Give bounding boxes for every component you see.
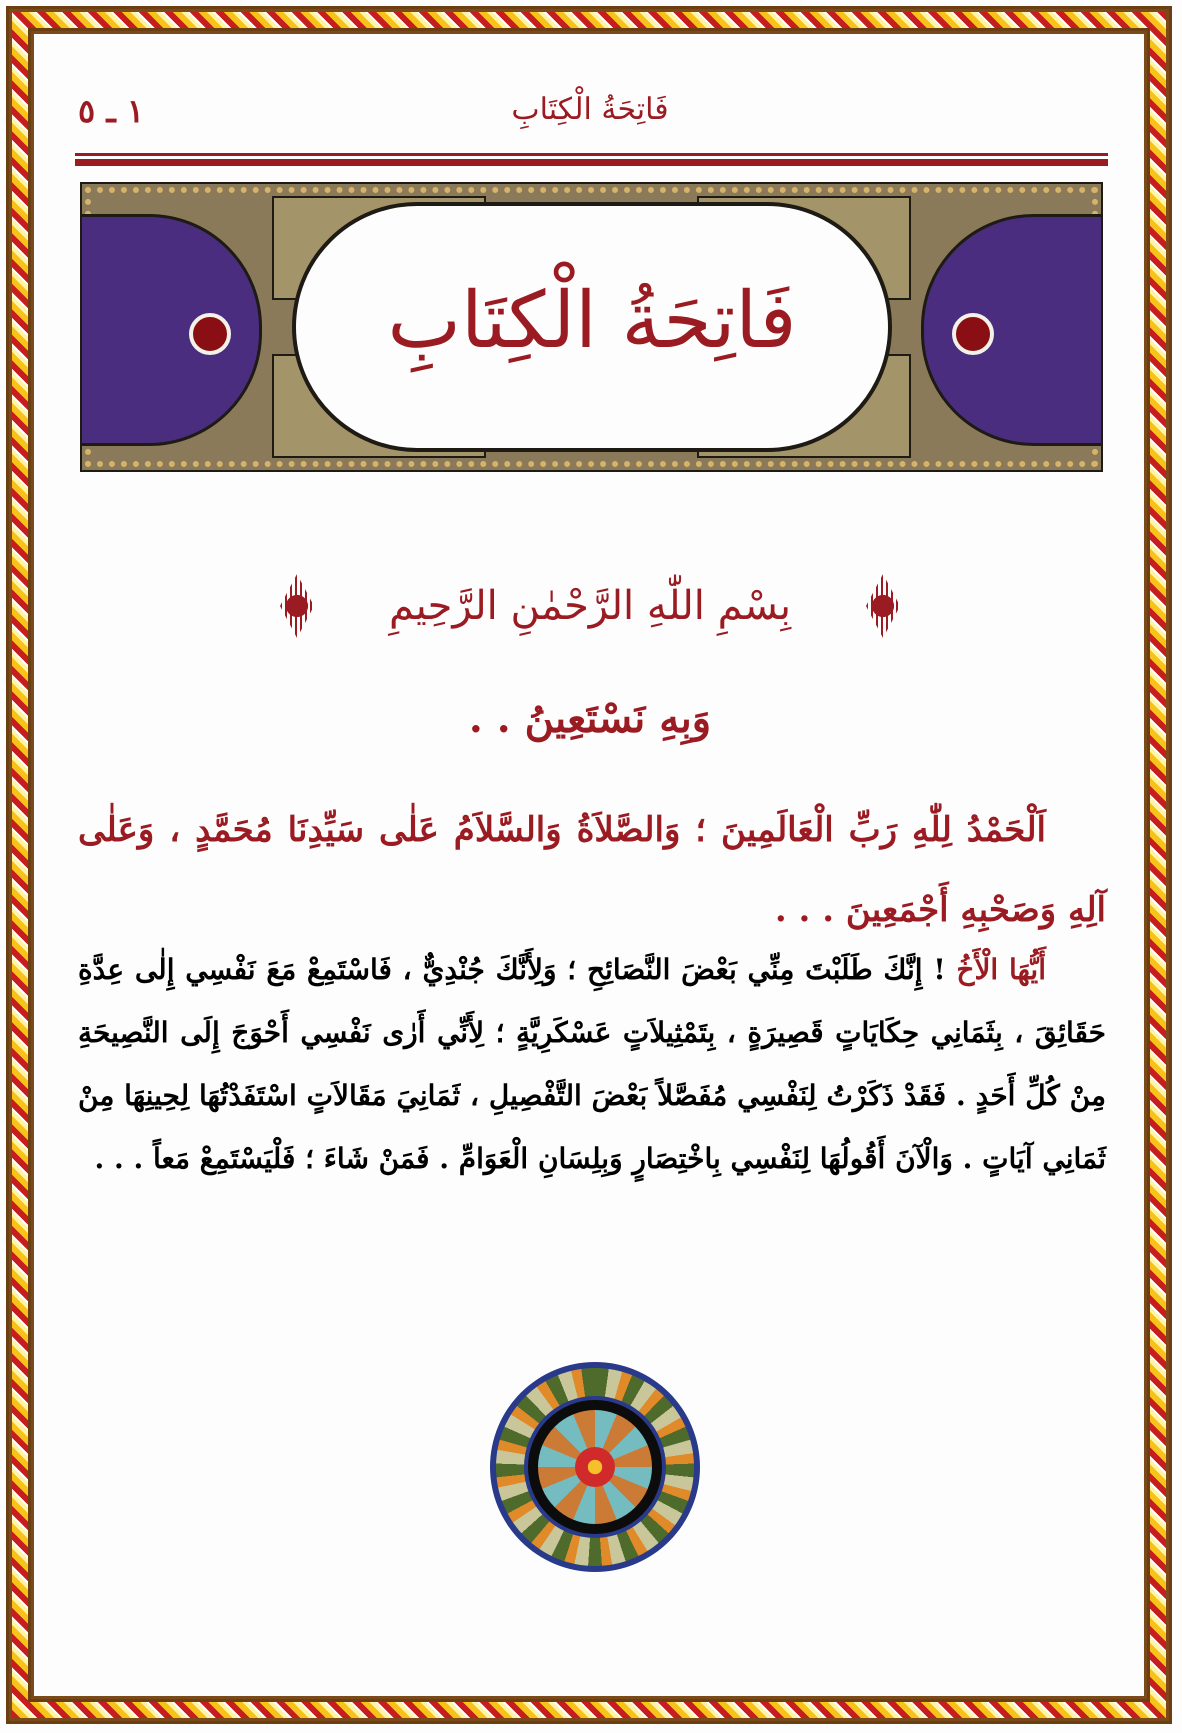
header-rule-thin	[75, 153, 1108, 156]
header-rule-thick	[75, 159, 1108, 166]
intro-text: اَلْحَمْدُ لِلّٰهِ رَبِّ الْعَالَمِينَ ؛ وَالصَّلاَةُ وَالسَّلاَمُ عَلٰى سَيِّدِنَا مُحَمَّدٍ ، وَعَلٰى آلِهِ وَصَحْبِهِ أَجْمَعِينَ . . .	[78, 810, 1106, 930]
body-paragraph	[78, 938, 1106, 1190]
body-text: ! إِنَّكَ طَلَبْتَ مِنِّي بَعْضَ النَّصَائِحِ ؛ وَلِأَنَّكَ جُنْدِيٌّ ، فَاسْتَمِعْ مَعَ نَفْسِي إِلٰى عِدَّةِ حَقَائِقَ ، بِثَمَانِي حِكَايَاتٍ قَصِيرَةٍ ، بِتَمْثِيلاَتٍ عَسْكَرِيَّةٍ ؛ لِأَنِّي أَرٰى نَفْسِي أَحْوَجَ إِلَى النَّصِيحَةِ مِنْ كُلِّ أَحَدٍ . فَقَدْ ذَكَرْتُ لِنَفْسِي مُفَصَّلاً بَعْضَ التَّفْصِيلِ ، ثَمَانِيَ مَقَالاَتٍ اسْتَفَدْتُهَا لِحِينِهَا مِنْ ثَمَانِي آيَاتٍ . وَالْآنَ أَقُولُهَا لِنَفْسِي بِاخْتِصَارٍ وَبِلِسَانِ الْعَوَامِّ . فَمَنْ شَاءَ ؛ فَلْيَسْتَمِعْ مَعاً . . .	[78, 953, 1106, 1175]
intro-paragraph	[78, 790, 1106, 950]
basmala: بِسْمِ اللّٰهِ الرَّحْمٰنِ الرَّحِيمِ	[388, 583, 792, 629]
basmala-block	[280, 568, 900, 648]
banner-cartouche	[292, 202, 892, 452]
running-header-title: فَاتِحَةُ الْكِتَابِ	[511, 92, 669, 127]
rosette-medallion-icon	[490, 1362, 700, 1572]
jewel-icon	[189, 313, 231, 355]
chapter-title: فَاتِحَةُ الْكِتَابِ	[387, 276, 797, 366]
wabihi-nastain: وَبِهِ نَسْتَعِينُ . .	[468, 695, 712, 742]
floral-ornament-right-icon	[866, 574, 900, 638]
jewel-icon	[952, 313, 994, 355]
floral-ornament-left-icon	[280, 574, 314, 638]
medallion-inner	[524, 1396, 666, 1538]
page-range: ١ ـ ٥	[78, 92, 145, 130]
medallion-center-flower-icon	[575, 1447, 615, 1487]
chapter-banner	[80, 182, 1103, 472]
body-lead-phrase: أَيُّهَا الْأَخُ	[956, 953, 1046, 986]
